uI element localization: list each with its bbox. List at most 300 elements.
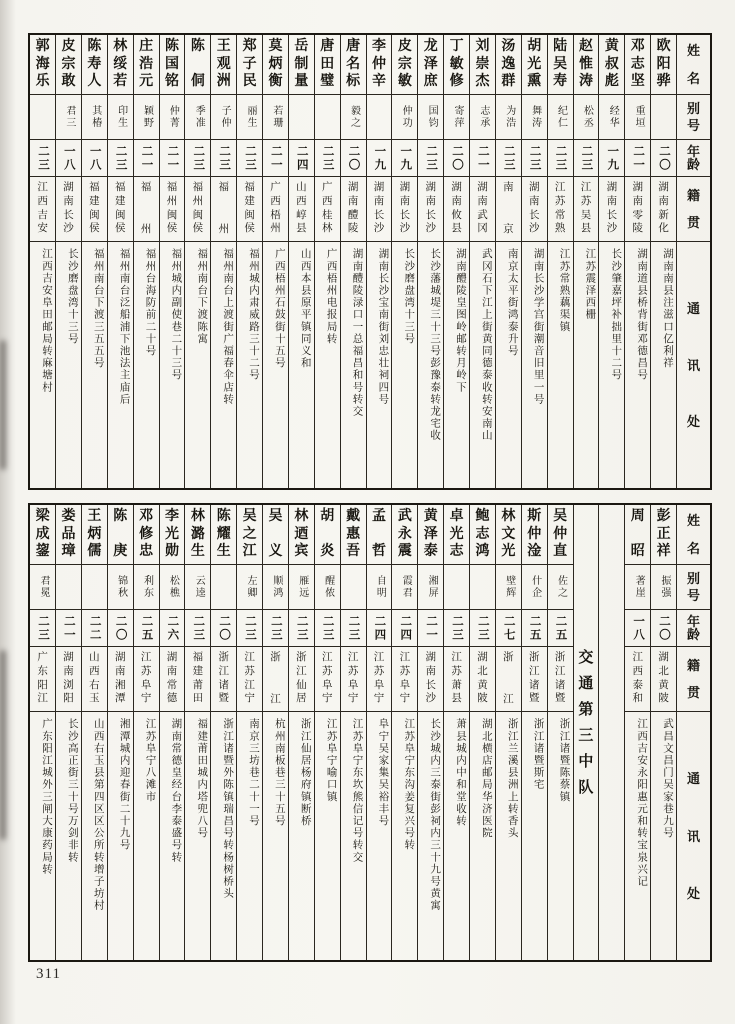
person-name (108, 505, 133, 565)
person-column (262, 505, 288, 960)
character: 吴 (553, 509, 568, 524)
person-name (367, 505, 392, 565)
person-origin (548, 647, 573, 712)
person-origin (263, 647, 288, 712)
person-column (391, 35, 417, 488)
character: 东 (37, 665, 48, 677)
person-name (367, 35, 392, 95)
character: 南 (166, 665, 178, 677)
person-name (496, 35, 521, 95)
character: 宁 (373, 693, 385, 705)
person-age: 一九 (392, 140, 417, 177)
character: 潭 (114, 693, 126, 705)
character: 林 (113, 39, 128, 54)
character: 长 (63, 209, 74, 221)
character: 苏 (399, 665, 411, 677)
character: 赵 (578, 39, 593, 54)
character: 江 (503, 693, 514, 705)
person-age: 二五 (522, 610, 547, 647)
character: 祥 (656, 544, 671, 559)
character: 南 (632, 195, 643, 207)
character: 闽 (192, 209, 204, 221)
character: 苏 (244, 665, 255, 677)
character: 福 (192, 652, 204, 663)
character: 唐 (346, 39, 361, 54)
person-alias: 子仲 (211, 95, 236, 140)
character: 号 (686, 588, 700, 603)
person-age: 二三 (444, 610, 469, 647)
character: 南 (399, 195, 411, 207)
page-number: 311 (36, 966, 61, 982)
character: 诸 (218, 679, 229, 691)
person-alias: 颖野 (134, 95, 159, 140)
person-address: 福州城内副使巷二十三号 (170, 248, 182, 382)
person-column (210, 35, 236, 488)
character: 县 (296, 223, 307, 235)
character: 昭 (630, 544, 645, 559)
character: 江 (528, 665, 540, 677)
person-address: 浙江仙居杨府镇断桥 (299, 718, 311, 827)
character: 醴 (347, 209, 359, 221)
character: 李 (371, 39, 386, 54)
character: 苏 (347, 665, 359, 677)
person-column (288, 35, 314, 488)
person-alias: 经华 (599, 95, 624, 140)
character: 南 (425, 195, 436, 207)
person-name (315, 505, 340, 565)
character: 侯 (114, 223, 126, 235)
person-column (443, 35, 469, 488)
person-age: 二三 (237, 140, 262, 177)
header-alias (677, 565, 710, 610)
person-age: 二六 (160, 610, 185, 647)
character: 宁 (140, 693, 152, 705)
person-origin (289, 177, 314, 242)
person-alias: 左卿 (237, 565, 262, 610)
person-address: 江苏阜宁喻口镇 (325, 718, 337, 803)
person-column (159, 505, 185, 960)
blank-column (598, 505, 624, 960)
person-name (392, 505, 417, 565)
character: 李 (164, 509, 179, 524)
character: 南 (658, 195, 669, 207)
character: 江 (373, 652, 385, 663)
character: 宗 (61, 56, 76, 72)
character: 志 (449, 544, 464, 559)
person-age: 二〇 (444, 140, 469, 177)
character: 湖 (477, 652, 488, 663)
character: 阜 (373, 679, 385, 691)
character: 通 (578, 676, 594, 692)
person-address: 浙江兰溪县洲上转香头 (506, 718, 518, 839)
person-alias: 松樵 (160, 565, 185, 610)
person-name (134, 35, 159, 95)
character: 萧 (451, 679, 462, 691)
character: 海 (35, 56, 50, 72)
character: 迺 (294, 526, 309, 542)
character: 西 (321, 195, 333, 207)
character: 州 (166, 195, 178, 207)
character: 邓 (139, 509, 154, 524)
character: 别 (686, 571, 700, 586)
character: 宁 (244, 693, 255, 705)
character: 陵 (347, 223, 359, 235)
person-address: 福州南台泛船浦下池法主庙后 (118, 248, 130, 406)
character: 阜 (347, 679, 359, 691)
person-alias: 纪仁 (548, 95, 573, 140)
person-age: 二三 (470, 610, 495, 647)
character: 名 (686, 541, 700, 556)
character: 修 (449, 74, 464, 89)
character: 忠 (139, 544, 154, 559)
person-address: 湘潭城内迎春街二十九号 (118, 718, 130, 852)
character: 仲 (371, 56, 386, 72)
character: 州 (218, 223, 229, 235)
person-origin (651, 647, 676, 712)
character: 鲍 (475, 509, 490, 524)
person-origin (522, 647, 547, 712)
character: 宁 (399, 693, 411, 705)
person-alias: 季准 (185, 95, 210, 140)
person-column (469, 35, 495, 488)
character: 浙 (528, 652, 540, 663)
character: 光 (449, 526, 464, 542)
character: 湖 (114, 652, 126, 663)
character: 坚 (630, 74, 645, 89)
person-alias (651, 95, 676, 140)
character: 玉 (89, 693, 100, 705)
character: 田 (192, 693, 204, 705)
character: 光 (527, 56, 542, 72)
person-column (81, 35, 107, 488)
roster-table-top (28, 33, 712, 490)
character: 福 (140, 182, 152, 193)
person-alias (341, 565, 366, 610)
person-address: 江苏阜宁东沟姜复兴号转 (403, 718, 415, 852)
character: 沙 (528, 223, 540, 235)
person-address: 江西吉安阜田邮局转麻塘村 (41, 248, 52, 394)
person-alias (289, 95, 314, 140)
header-column (676, 35, 710, 488)
person-column (366, 505, 392, 960)
character: 彪 (604, 74, 619, 89)
person-origin (599, 177, 624, 242)
person-origin (30, 177, 55, 242)
person-origin (522, 177, 547, 242)
character: 梧 (270, 209, 281, 221)
character: 绥 (113, 56, 128, 72)
character: 崇 (475, 56, 490, 72)
person-origin (237, 647, 262, 712)
person-column (30, 35, 55, 488)
person-name (315, 35, 340, 95)
person-origin (367, 647, 392, 712)
character: 西 (270, 195, 281, 207)
character: 化 (658, 223, 669, 235)
person-alias: 志承 (470, 95, 495, 140)
person-name (211, 35, 236, 95)
person-age: 二〇 (651, 610, 676, 647)
person-address: 广西梧州石鼓街十五号 (273, 248, 285, 369)
person-name (470, 35, 495, 95)
character: 寿 (553, 74, 568, 89)
character: 湖 (528, 182, 540, 193)
person-column (366, 35, 392, 488)
person-age: 二三 (263, 610, 288, 647)
character: 江 (632, 652, 643, 663)
character: 崞 (296, 209, 307, 221)
character: 南 (451, 195, 462, 207)
person-name (108, 35, 133, 95)
person-name (392, 35, 417, 95)
character: 丁 (449, 39, 464, 54)
character: 侯 (166, 223, 178, 235)
person-column (443, 505, 469, 960)
character: 州 (140, 223, 152, 235)
character: 标 (346, 74, 361, 89)
person-origin (315, 647, 340, 712)
character: 胡 (527, 39, 542, 54)
character: 林 (294, 509, 309, 524)
character: 光 (501, 544, 516, 559)
character: 涛 (578, 74, 593, 89)
character: 湖 (63, 182, 74, 193)
person-age: 二五 (548, 610, 573, 647)
character: 福 (166, 182, 178, 193)
character: 辛 (371, 74, 386, 89)
character: 长 (606, 209, 618, 221)
person-name (160, 35, 185, 95)
person-origin (444, 647, 469, 712)
character: 淦 (527, 544, 542, 559)
character: 号 (686, 118, 700, 133)
person-address: 江苏常熟藕渠镇 (558, 248, 570, 333)
person-age: 二七 (496, 610, 521, 647)
person-column (469, 505, 495, 960)
person-age: 一八 (82, 140, 107, 177)
person-origin (56, 647, 81, 712)
person-column (107, 35, 133, 488)
character: 江 (451, 652, 462, 663)
character: 梁 (35, 509, 50, 524)
person-alias: 什企 (522, 565, 547, 610)
person-name (263, 505, 288, 565)
character: 闽 (166, 209, 178, 221)
character: 南 (528, 195, 540, 207)
character: 儒 (87, 544, 102, 559)
character: 冈 (477, 223, 488, 235)
person-alias: 自明 (367, 565, 392, 610)
person-origin (418, 177, 443, 242)
person-address: 江苏阜宁东坎熊信记号转交 (351, 718, 363, 864)
person-address: 广东阳江城外三闸大康药局转 (41, 718, 52, 876)
character: 福 (192, 182, 204, 193)
person-origin (263, 177, 288, 242)
character: 和 (632, 693, 643, 705)
character: 庄 (139, 39, 154, 54)
character: 皮 (397, 39, 412, 54)
character: 县 (451, 223, 462, 235)
character: 斯 (527, 509, 542, 524)
person-alias (470, 565, 495, 610)
character: 贯 (686, 215, 700, 230)
person-origin (444, 177, 469, 242)
person-column (650, 35, 676, 488)
character: 阳 (656, 56, 671, 72)
character: 讯 (686, 357, 700, 373)
character: 暨 (528, 693, 540, 705)
character: 南 (373, 195, 385, 207)
character: 姓 (686, 43, 700, 58)
character: 县 (580, 223, 592, 235)
person-origin (211, 647, 236, 712)
person-origin (548, 177, 573, 242)
person-column (30, 505, 55, 960)
person-alias: 毅之 (341, 95, 366, 140)
character: 泰 (632, 679, 643, 691)
character: 湖 (425, 182, 436, 193)
character: 京 (503, 223, 514, 235)
person-column (55, 505, 81, 960)
person-age: 二三 (496, 140, 521, 177)
person-alias: 雁远 (289, 565, 314, 610)
person-name (548, 35, 573, 95)
character: 常 (166, 679, 178, 691)
person-name (548, 505, 573, 565)
character: 阳 (37, 679, 48, 691)
character: 南 (425, 665, 436, 677)
character: 西 (296, 195, 307, 207)
person-alias: 寄萍 (444, 95, 469, 140)
scan-edge-smudge (0, 650, 6, 840)
person-column (236, 505, 262, 960)
character: 名 (686, 71, 700, 86)
person-address: 浙江诸暨陈蔡镇 (558, 718, 570, 803)
character: 炳 (87, 526, 102, 542)
person-address: 长沙磨盘湾十三号 (66, 248, 78, 345)
person-name (160, 505, 185, 565)
character: 观 (216, 56, 231, 72)
character: 吴 (580, 209, 592, 221)
character: 沙 (425, 693, 436, 705)
character: 皮 (61, 39, 76, 54)
character: 陂 (477, 693, 488, 705)
character: 龄 (686, 627, 700, 642)
character: 沙 (425, 223, 436, 235)
character: 国 (164, 56, 179, 72)
person-address: 山西本县原平镇同义和 (299, 248, 311, 369)
character: 江 (37, 693, 48, 705)
person-origin (574, 177, 599, 242)
character: 诸 (528, 679, 540, 691)
character: 广 (321, 182, 333, 193)
person-age: 二一 (470, 140, 495, 177)
person-origin (185, 177, 210, 242)
character: 林 (321, 223, 333, 235)
person-address: 福州南台下渡陈寓 (196, 248, 208, 345)
person-column (521, 35, 547, 488)
person-age: 二三 (30, 610, 55, 647)
person-age: 二一 (263, 140, 288, 177)
character: 炎 (320, 544, 335, 559)
header-name (677, 35, 710, 95)
person-address: 长沙城内三泰街彭祠内三十九号黄寓 (429, 718, 441, 912)
person-alias (30, 95, 55, 140)
person-origin (134, 647, 159, 712)
character: 常 (554, 209, 566, 221)
character: 阜 (399, 679, 411, 691)
character: 建 (192, 665, 204, 677)
person-address: 江西吉安永阳惠元和转宝泉兴记 (636, 718, 648, 888)
character: 交 (578, 650, 594, 666)
person-origin (30, 647, 55, 712)
character: 生 (216, 544, 231, 559)
character: 长 (425, 679, 436, 691)
character: 泽 (423, 56, 438, 72)
character: 彭 (656, 509, 671, 524)
person-name (237, 505, 262, 565)
character: 攸 (451, 209, 462, 221)
character: 黄 (423, 509, 438, 524)
character: 子 (242, 56, 257, 72)
character: 黄 (477, 679, 488, 691)
character: 熟 (554, 223, 566, 235)
person-name (625, 35, 650, 95)
character: 哲 (371, 544, 386, 559)
character: 鸿 (475, 544, 490, 559)
character: 县 (451, 693, 462, 705)
person-address: 福州城内肃威路三十二号 (248, 248, 259, 382)
character: 卓 (449, 509, 464, 524)
person-name (82, 35, 107, 95)
person-column (314, 35, 340, 488)
person-age: 二三 (237, 610, 262, 647)
character: 名 (346, 56, 361, 72)
person-address: 江苏震泽西栅 (584, 248, 596, 321)
person-alias: 国钧 (418, 95, 443, 140)
character: 璋 (61, 544, 76, 559)
person-origin (470, 647, 495, 712)
character: 苏 (580, 195, 592, 207)
character: 敢 (61, 74, 76, 89)
character: 骅 (656, 74, 671, 89)
person-origin (108, 647, 133, 712)
person-alias: 锦秋 (108, 565, 133, 610)
person-origin (496, 647, 521, 712)
character: 林 (190, 509, 205, 524)
person-origin (108, 177, 133, 242)
person-name (625, 505, 650, 565)
character: 江 (321, 652, 333, 663)
character: 江 (218, 665, 229, 677)
person-alias: 振强 (651, 565, 676, 610)
person-alias: 云逵 (185, 565, 210, 610)
character: 安 (37, 223, 48, 235)
header-column (676, 505, 710, 960)
person-alias: 佐之 (548, 565, 573, 610)
character: 西 (89, 665, 100, 677)
person-age: 二三 (315, 140, 340, 177)
character: 熏 (527, 74, 542, 89)
person-column (495, 35, 521, 488)
character: 制 (294, 56, 309, 72)
character: 吴 (242, 509, 257, 524)
person-alias: 利东 (134, 565, 159, 610)
person-alias: 重垣 (625, 95, 650, 140)
character: 江 (399, 652, 411, 663)
character: 叔 (604, 56, 619, 72)
character: 成 (35, 526, 50, 542)
